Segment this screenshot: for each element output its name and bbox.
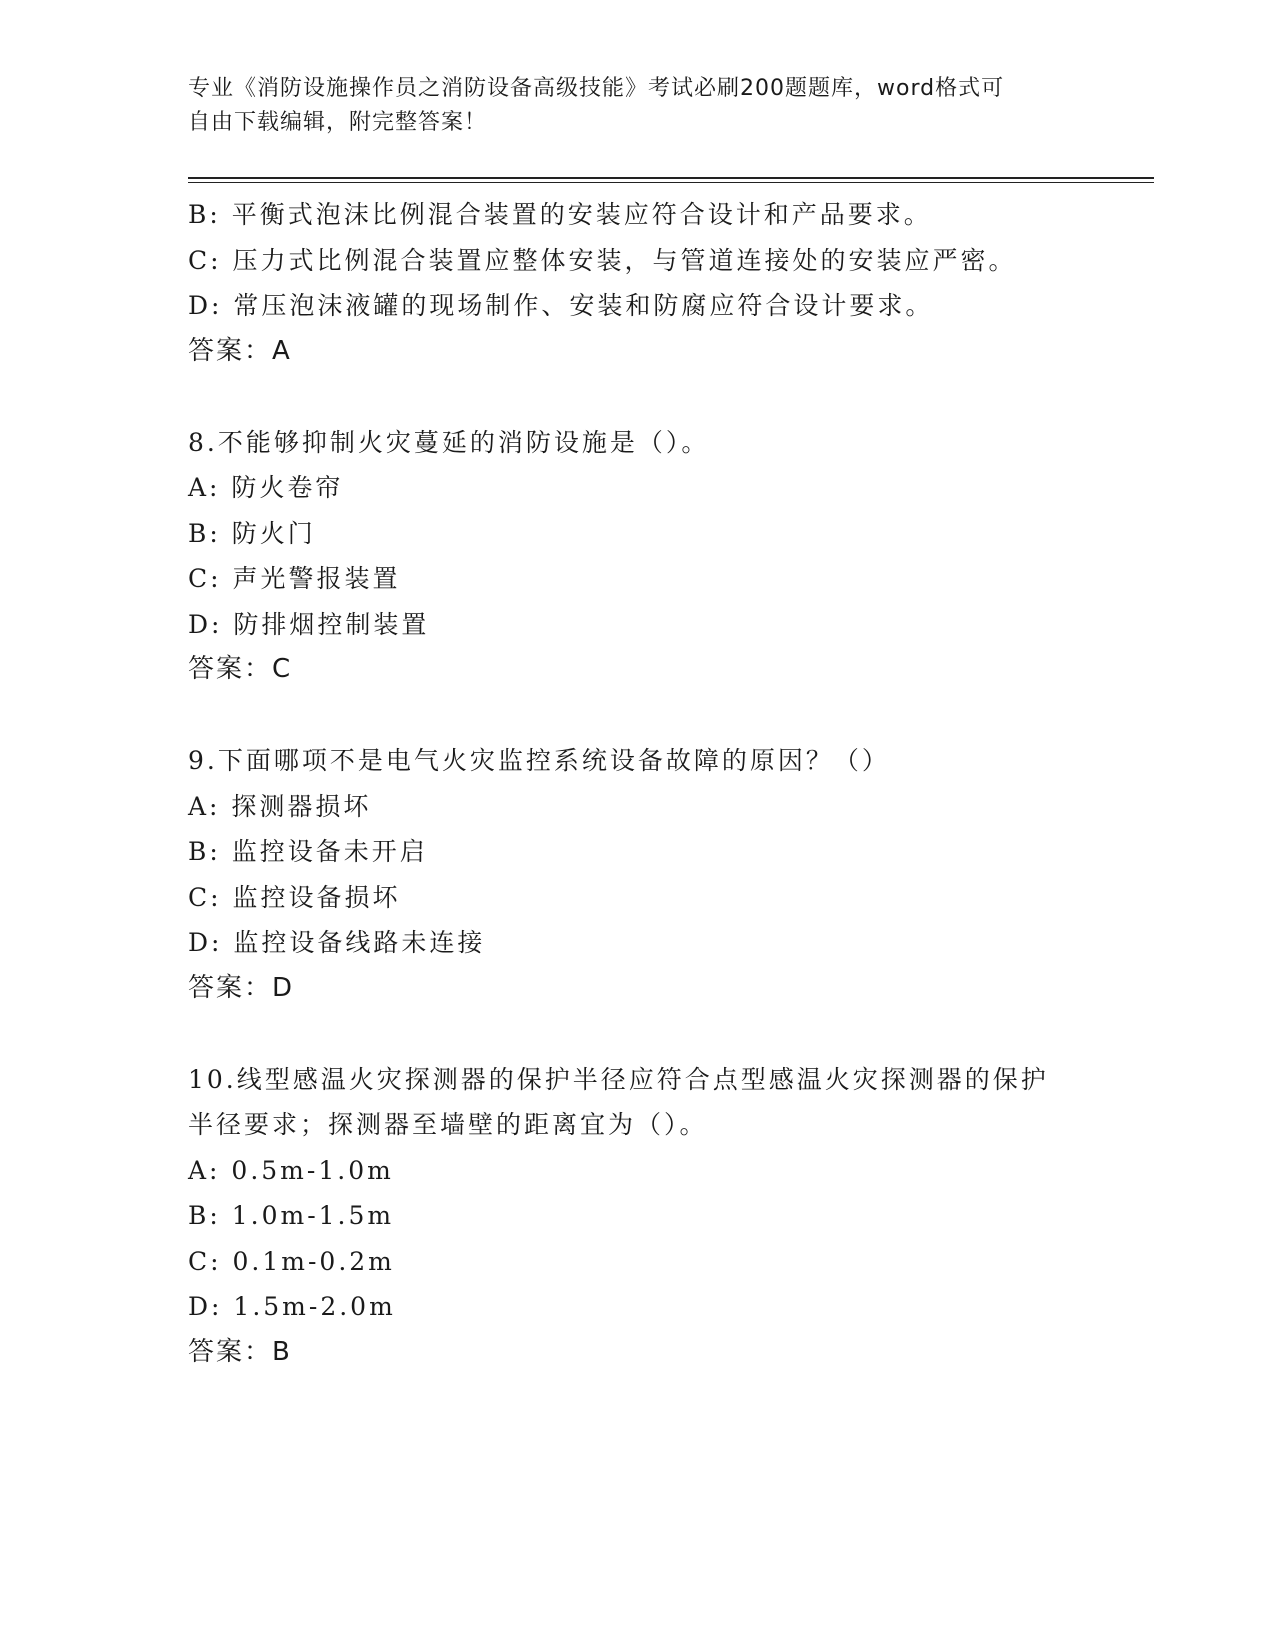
question-9 xyxy=(188,738,1088,1011)
question-list xyxy=(188,192,1088,1375)
answer-line: 答案：D xyxy=(188,972,295,1003)
option-c: C: 监控设备损坏 xyxy=(188,882,401,912)
option-a: A: 防火卷帘 xyxy=(188,473,344,502)
option-a: A: 探测器损坏 xyxy=(188,791,372,821)
option-c: C: 压力式比例混合装置应整体安装，与管道连接处的安装应严密。 xyxy=(188,245,1017,275)
option-c: C: 0.1m-0.2m xyxy=(188,1246,395,1276)
document-header xyxy=(188,72,1068,140)
question-7-continued xyxy=(188,192,1088,374)
header-divider-thin xyxy=(188,182,1154,183)
option-d: D: 常压泡沫液罐的现场制作、安装和防腐应符合设计要求。 xyxy=(188,291,934,320)
header-line-1: 专业《消防设施操作员之消防设备高级技能》考试必刷200题题库，word格式可 xyxy=(188,76,1005,101)
question-10 xyxy=(188,1057,1088,1376)
spacer xyxy=(188,374,1088,420)
spacer xyxy=(188,693,1088,739)
question-stem-line-1: 10.线型感温火灾探测器的保护半径应符合点型感温火灾探测器的保护 xyxy=(188,1064,1049,1094)
option-d: D: 监控设备线路未连接 xyxy=(188,928,486,957)
spacer xyxy=(188,1011,1088,1057)
option-a: A: 0.5m-1.0m xyxy=(188,1155,394,1185)
option-b: B: 1.0m-1.5m xyxy=(188,1201,395,1230)
answer-line: 答案：A xyxy=(188,335,292,366)
option-b: B: 平衡式泡沫比例混合装置的安装应符合设计和产品要求。 xyxy=(188,200,932,229)
header-line-2: 自由下载编辑，附完整答案！ xyxy=(188,110,488,135)
question-stem-line-2: 半径要求；探测器至墙壁的距离宜为（）。 xyxy=(188,1110,708,1139)
question-8 xyxy=(188,420,1088,693)
header-divider-thick xyxy=(188,177,1154,179)
question-stem: 9.下面哪项不是电气火灾监控系统设备故障的原因？（） xyxy=(188,746,890,775)
answer-line: 答案：B xyxy=(188,1336,292,1367)
option-c: C: 声光警报装置 xyxy=(188,564,401,593)
question-stem: 8.不能够抑制火灾蔓延的消防设施是（）。 xyxy=(188,427,710,457)
option-d: D: 1.5m-2.0m xyxy=(188,1292,396,1321)
option-b: B: 防火门 xyxy=(188,518,316,548)
option-d: D: 防排烟控制装置 xyxy=(188,609,430,639)
option-b: B: 监控设备未开启 xyxy=(188,837,428,866)
answer-line: 答案：C xyxy=(188,654,293,684)
